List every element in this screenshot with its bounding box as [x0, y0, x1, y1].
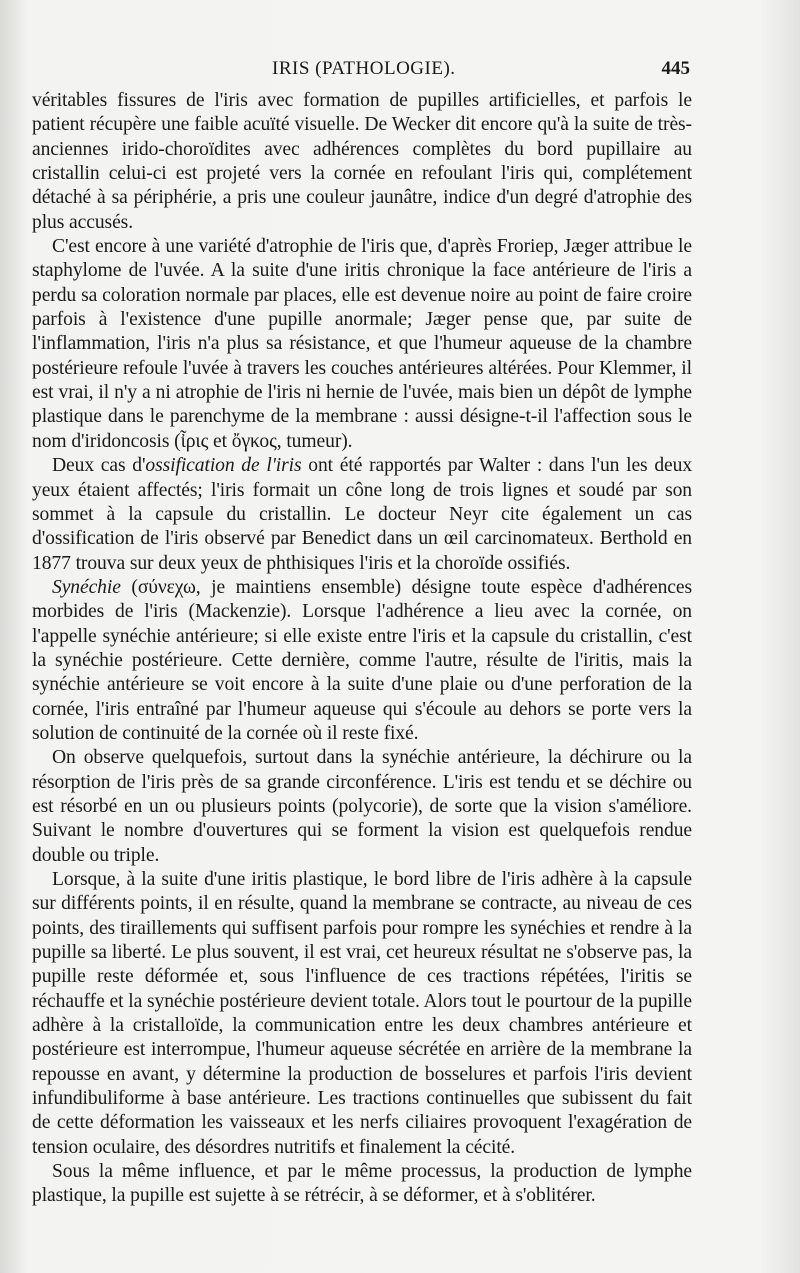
body-text [32, 89, 692, 1209]
page-number: 445 [661, 58, 690, 79]
paragraph-text: Sous la même influence, et par le même processus, la production de lymphe plastique, la pupille est sujette à se rétrécir, à se déformer, et à s'oblitérer. [32, 1161, 692, 1207]
paragraph-text: véritables fissures de l'iris avec formation de pupilles artificielles, et parfois le patient récupère une faible acuïté visuelle. De Wecker dit encore qu'à la suite de très-anciennes irido-choroïdites avec adhérences complètes du bord pupillaire au cristallin celui-ci est projeté vers la cornée en refoulant l'iris qui, complétement détaché à sa périphérie, a pris une couleur jaunâtre, indice d'un degré d'atrophie des plus accusés. [32, 90, 692, 233]
paragraph [32, 746, 692, 868]
paragraph-text: ont été rapportés par Walter : dans l'un les deux yeux étaient affectés; l'iris formait un cône long de trois lignes et soudé par son sommet à la capsule du cristallin. Le docteur Neyr cite également un cas d'ossification de l'iris observé par Benedict dans un œil carcinomateux. Berthold en 1877 trouva sur deux yeux de phthisiques l'iris et la choroïde ossifiés. [32, 455, 693, 574]
italic-term: ossification de l'iris [145, 455, 302, 477]
paragraph [32, 1160, 692, 1209]
paragraph-text: C'est encore à une variété d'atrophie de l'iris que, d'après Froriep, Jæger attribue le staphylome de l'uvée. A la suite d'une iritis chronique la face antérieure de l'iris a perdu sa coloration normale par places, elle est devenue noire au point de faire croire parfois à l'existence d'une pupille anormale; Jæger pense que, par suite de l'inflammation, l'iris n'a plus sa résistance, et que l'humeur aqueuse de la chambre postérieure refoule l'uvée à travers les couches antérieures altérées. Pour Klemmer, il est vrai, il n'y a ni atrophie de l'iris ni hernie de l'uvée, mais bien un dépôt de lymphe plastique dans le parenchyme de la membrane : aussi désigne-t-il l'affection sous le nom d'iridoncosis (ἶρις et ὄγκος, tumeur). [32, 236, 692, 452]
paragraph-text: On observe quelquefois, surtout dans la synéchie antérieure, la déchirure ou la résorption de l'iris près de sa grande circonférence. L'iris est tendu et se déchire ou est résorbé en un ou plusieurs points (polycorie), de sorte que la vision s'améliore. Suivant le nombre d'ouvertures qui se forment la vision est quelquefois rendue double ou triple. [32, 747, 692, 866]
paragraph [32, 868, 692, 1160]
paragraph [32, 576, 692, 746]
running-head [0, 58, 800, 88]
italic-term: Synéchie [52, 576, 121, 598]
paragraph [32, 235, 692, 454]
paragraph [32, 454, 692, 576]
paragraph-text: Deux cas d' [52, 455, 146, 477]
paragraph-text: Lorsque, à la suite d'une iritis plastique, le bord libre de l'iris adhère à la capsule sur différents points, il en résulte, quand la membrane se contracte, au niveau de ces points, des tiraillements qui suffisent parfois pour rompre les synéchies et rendre à la pupille sa liberté. Le plus souvent, il est vrai, cet heureux résultat ne s'observe pas, la pupille reste déformée et, sous l'influence de ces tractions répétées, l'iritis se réchauffe et la synéchie postérieure devient totale. Alors tout le pourtour de la pupille adhère à la cristalloïde, la communication entre les deux chambres antérieure et postérieure est interrompue, l'humeur aqueuse sécrétée en arrière de la membrane la repousse en avant, y détermine la production de bosselures et parfois l'iris devient infundibuliforme à base antérieure. Les tractions continuelles que subissent du fait de cette déformation les vaisseaux et les nerfs ciliaires provoquent l'exagération de tension oculaire, des désordres nutritifs et finalement la cécité. [32, 869, 692, 1158]
running-head-title: IRIS (PATHOLOGIE). [272, 58, 456, 79]
paragraph [32, 89, 692, 235]
paragraph-text: (σύνεχω, je maintiens ensemble) désigne toute espèce d'adhérences morbides de l'iris (Mackenzie). Lorsque l'adhérence a lieu avec la cornée, on l'appelle synéchie antérieure; si elle existe entre l'iris et la capsule du cristallin, c'est la synéchie postérieure. Cette dernière, comme l'autre, résulte de l'iritis, mais la synéchie antérieure se voit encore à la suite d'une plaie ou d'une perforation de la cornée, l'iris entraîné par l'humeur aqueuse qui s'écoule au dehors se porte vers la solution de continuité de la cornée où il reste fixé. [32, 576, 692, 744]
